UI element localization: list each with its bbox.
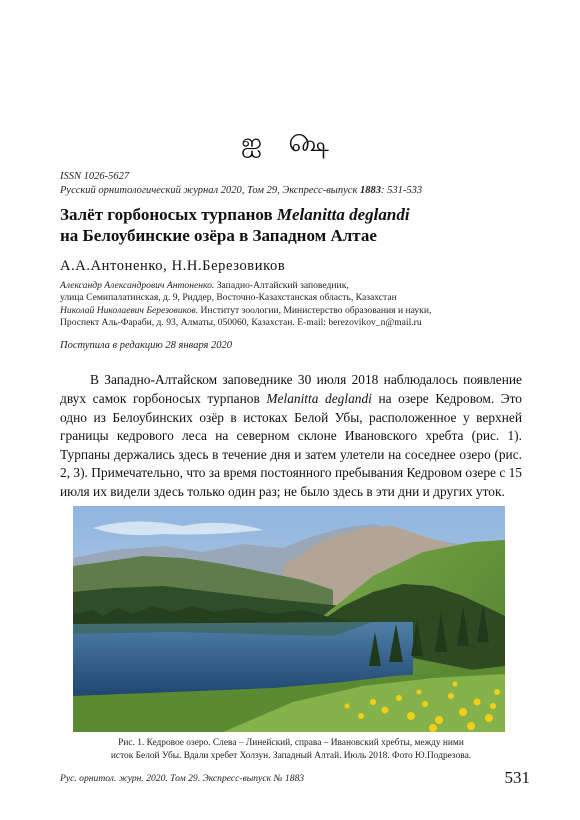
title-part2: на Белоубинские озёра в Западном Алтае <box>60 226 377 245</box>
body-text-after: на озере Кедровом. Это одно из Белоубинских озёр в истоках Белой Убы, расположенное у верхней границы кедрового леса на северном склоне Ивановского хребта (рис. 1). Турпаны держались здесь в течение дня и затем улетели на соседнее озеро (рис. 2, 3). Примечательно, что за время постоянного пребывания Кедровом озере с 15 июля их видели здесь только один раз; не было здесь в эти дни и других уток. <box>60 390 522 499</box>
affiliation-2-address: Институт зоологии, Министерство образования и науки, <box>198 304 432 316</box>
article-title <box>60 204 530 246</box>
affiliation-2 <box>60 305 530 317</box>
issn: ISSN 1026-5627 <box>60 171 130 182</box>
footer-citation: Рус. орнитол. журн. 2020. Том 29. Экспресс-выпуск № 1883 <box>60 773 305 784</box>
affiliation-1-address: Западно-Алтайский заповедник, <box>214 280 349 291</box>
affiliation-1-name: Александр Александрович Антоненко. <box>60 280 215 291</box>
caption-line-1: Рис. 1. Кедровое озеро. Слева – Линейский, справа – Ивановский хребты, между ними <box>118 738 464 748</box>
page-footer <box>60 770 530 790</box>
body-paragraph <box>60 371 522 501</box>
citation-prefix: Русский орнитологический журнал 2020, Том 29, Экспресс-выпуск <box>60 185 360 196</box>
page-number: 531 <box>504 768 530 787</box>
affiliation-2-name: Николай Николаевич Березовиков. <box>60 304 199 316</box>
title-species: Melanitta deglandi <box>276 205 410 224</box>
caption-line-2: исток Белой Убы. Вдали хребет Холзун. Западный Алтай. Июль 2018. Фото Ю.Подрезова. <box>110 750 472 761</box>
article-authors: А.А.Антоненко, Н.Н.Березовиков <box>60 258 286 274</box>
received-date: Поступила в редакцию 28 января 2020 <box>60 340 232 351</box>
body-species: Melanitta deglandi <box>266 390 372 406</box>
affiliations <box>60 280 530 329</box>
lake-photo <box>73 506 505 732</box>
body-text-before: В Западно-Алтайском заповеднике 30 июля 2018 наблюдалось появление двух самок горбоносых турпанов <box>60 372 522 406</box>
figure-caption <box>60 737 522 762</box>
issue-number: 1883 <box>360 185 381 196</box>
journal-citation <box>60 184 530 198</box>
title-part1: Залёт горбоносых турпанов <box>60 205 277 224</box>
affiliation-1 <box>60 280 530 292</box>
page-range: : 531-533 <box>381 185 423 196</box>
affiliation-2-address2: Проспект Аль-Фараби, д. 93, Алматы, 050060, Казахстан. E-mail: berezovikov_n@mail.ru <box>60 316 422 328</box>
journal-header <box>60 170 530 198</box>
lake-landscape-image <box>73 506 505 732</box>
affiliation-1-address2: улица Семипалатинская, д. 9, Риддер, Восточно-Казахстанская область, Казахстан <box>60 292 397 304</box>
ornament-flourish: ஐ ௸ <box>241 128 339 157</box>
